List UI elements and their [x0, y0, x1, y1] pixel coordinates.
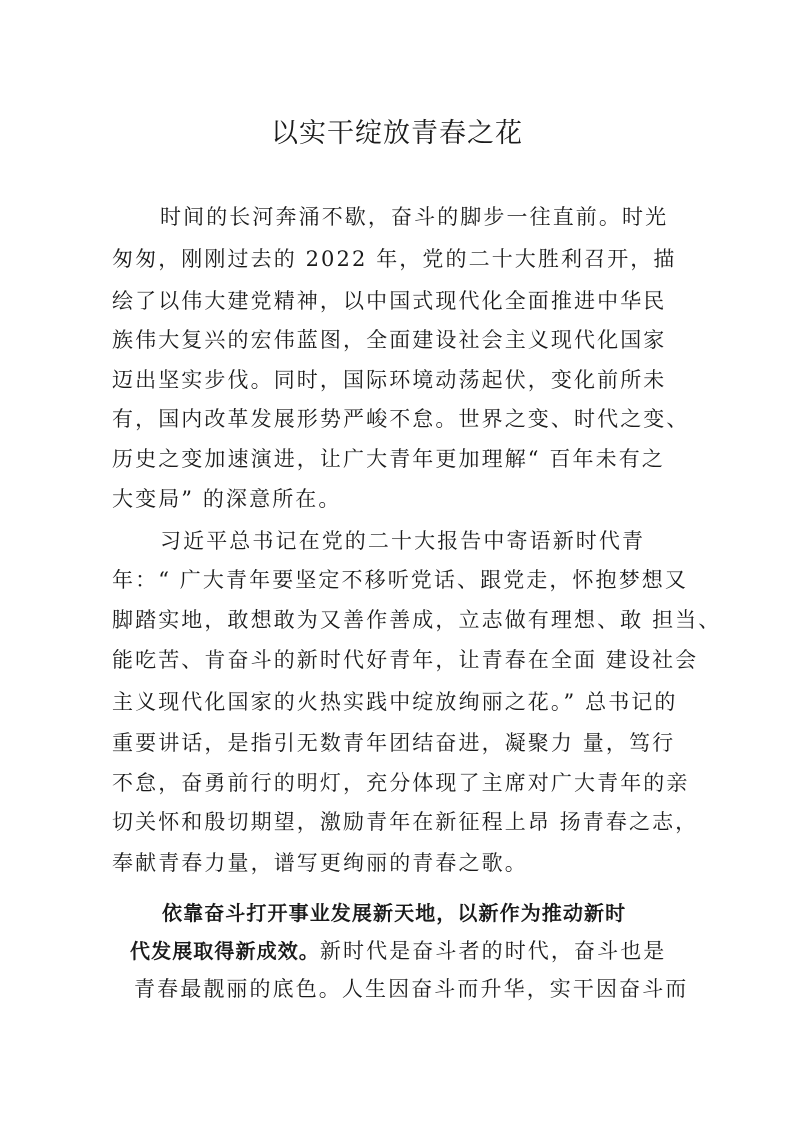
section-line-2-text: 新时代是奋斗者的时代，奋斗也是: [319, 939, 667, 963]
section-line-3: 青春最靓丽的底色。人生因奋斗而升华，实干因奋斗而: [134, 977, 689, 1001]
paragraph-1-line-3: 绘了以伟大建党精神，以中国式现代化全面推进中华民: [112, 289, 667, 313]
paragraph-2-line-6: 重要讲话，是指引无数青年团结奋进，凝聚力 量，笃行: [112, 731, 676, 755]
paragraph-2-line-1: 习近平总书记在党的二十大报告中寄语新时代青: [160, 529, 646, 553]
section-heading-line-1: 依靠奋斗打开事业发展新天地，以新作为推动新时: [162, 901, 627, 925]
paragraph-1-line-2: 匆匆，刚刚过去的 2022 年，党的二十大胜利召开，描: [112, 247, 677, 271]
paragraph-2-line-2: 年：“ 广大青年要坚定不移听党话、跟党走，怀抱梦想又: [112, 568, 689, 592]
paragraph-1-line-5: 迈出坚实步伐。同时，国际环境动荡起伏，变化前所未: [112, 368, 667, 392]
paragraph-1-line-1: 时间的长河奔涌不歇，奋斗的脚步一往直前。时光: [160, 205, 669, 229]
paragraph-2-line-8: 切关怀和殷切期望，激励青年在新征程上昂 扬青春之志，: [112, 810, 699, 834]
paragraph-1-line-8: 大变局” 的深意所在。: [112, 487, 342, 511]
paragraph-1-line-7: 历史之变加速演进，让广大青年更加理解“ 百年未有之: [112, 447, 665, 471]
paragraph-2-line-5: 主义现代化国家的火热实践中绽放绚丽之花。” 总书记的: [112, 690, 678, 714]
section-line-2: [130, 937, 666, 965]
paragraph-2-line-7: 不怠，奋勇前行的明灯，充分体现了主席对广大青年的亲: [112, 771, 690, 795]
paragraph-2-line-3: 脚踏实地，敢想敢为又善作善成，立志做有理想、敢 担当、: [112, 608, 722, 632]
paragraph-2-line-4: 能吃苦、肯奋斗的新时代好青年，让青春在全面 建设社会: [112, 648, 699, 672]
paragraph-2-line-9: 奉献青春力量，谱写更绚丽的青春之歌。: [112, 851, 528, 875]
paragraph-1-line-4: 族伟大复兴的宏伟蓝图，全面建设社会主义现代化国家: [112, 328, 667, 352]
paragraph-1-line-6: 有，国内改革发展形势严峻不怠。世界之变、时代之变、: [112, 407, 690, 431]
section-heading-line-2: 代发展取得新成效。: [130, 939, 320, 963]
document-title: 以实干绽放青春之花: [271, 118, 523, 149]
